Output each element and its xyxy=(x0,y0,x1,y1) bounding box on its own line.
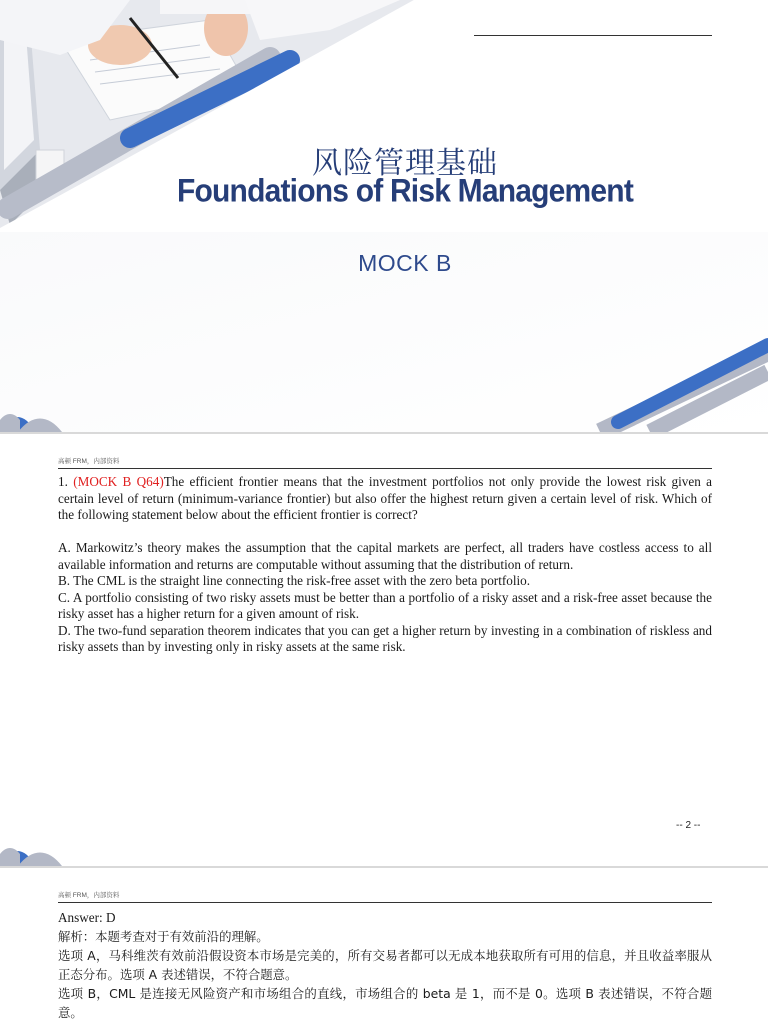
cover-title-cn: 风险管理基础 xyxy=(312,146,498,181)
answer-page xyxy=(0,868,768,1024)
cover-subtitle: MOCK B xyxy=(358,250,452,276)
question-page xyxy=(0,434,768,866)
option-d: D. The two-fund separation theorem indicates that you can get a higher return by investing in a combination of riskless and risky assets than by investing only in risky assets at the same risk. xyxy=(58,622,712,654)
page-header: 高顿 FRM，内部资料 xyxy=(58,458,120,465)
page-corner-waves xyxy=(0,434,768,866)
explanation-line: 解析：本题考查对于有效前沿的理解。 xyxy=(58,929,269,944)
question-text: The efficient frontier means that the investment portfolios not only provide the lowest risk given a certain level of return (minimum-variance frontier) but also offer the highest return given a certain level of risk. Which of the following statement below about the efficient frontier is correct? xyxy=(58,474,713,522)
question-tag: (MOCK B Q64) xyxy=(73,474,164,489)
option-c: C. A portfolio consisting of two risky assets must be better than a portfolio of a risky asset and a risk-free asset because the risky asset has a higher return for a given amount of risk. xyxy=(58,589,712,621)
header-rule xyxy=(58,902,712,903)
page-number: -- 2 -- xyxy=(676,820,701,831)
question-number: 1. xyxy=(58,474,68,489)
option-a: A. Markowitz’s theory makes the assumption that the capital markets are perfect, all traders have costless access to all available information and returns are computable without assuming that the distribution of return. xyxy=(58,540,712,572)
explanation-line: 选项 B，CML 是连接无风险资产和市场组合的直线，市场组合的 beta 是 1，而不是 0。选项 B 表述错误，不符合题意。 xyxy=(58,986,712,1020)
answer-line: Answer: D xyxy=(58,910,116,925)
cover-decorative-bands xyxy=(0,0,768,432)
option-b: B. The CML is the straight line connecting the risk-free asset with the zero beta portfolio. xyxy=(58,573,531,588)
cover-title-en: Foundations of Risk Management xyxy=(176,173,634,210)
explanation-line: 选项 A，马科维茨有效前沿假设资本市场是完美的，所有交易者都可以无成本地获取所有可用的信息，并且收益率服从正态分布。选项 A 表述错误，不符合题意。 xyxy=(58,948,712,982)
cover-page xyxy=(0,0,768,432)
answer-block xyxy=(58,908,712,1022)
page-header: 高顿 FRM，内部资料 xyxy=(58,892,120,899)
